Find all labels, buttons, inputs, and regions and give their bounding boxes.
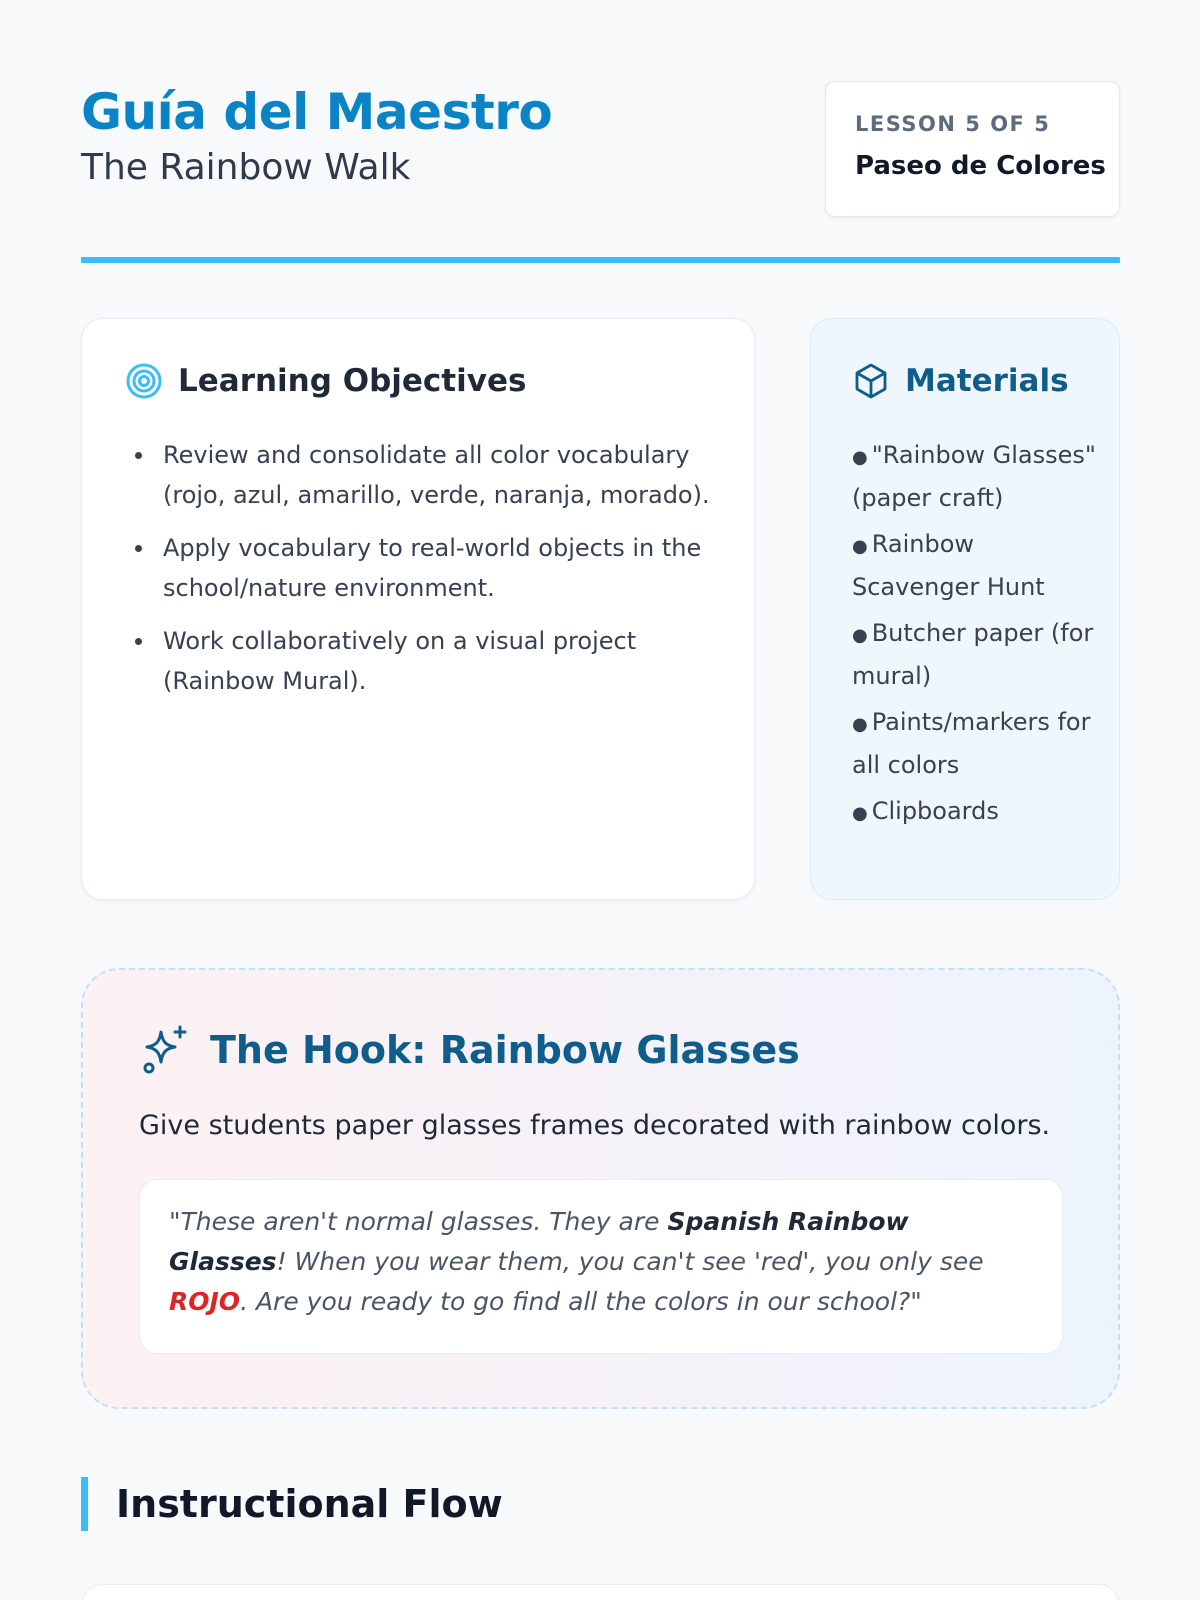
page-header [81, 80, 1120, 220]
lesson-name: Paseo de Colores [855, 151, 1106, 181]
materials-list [852, 435, 1104, 840]
lesson-number: LESSON 5 OF 5 [855, 112, 1051, 136]
flow-title: Instructional Flow [116, 1482, 503, 1526]
hook-header [139, 1024, 800, 1076]
box-icon [852, 362, 890, 400]
rojo-highlight: ROJO [169, 1287, 241, 1316]
objectives-list [133, 435, 723, 714]
material-item: ● Clipboards [852, 797, 999, 825]
target-icon [125, 362, 163, 400]
lesson-badge [825, 81, 1120, 217]
objective-item: Work collaboratively on a visual project (Rainbow Mural). [133, 621, 723, 701]
header-divider [81, 257, 1120, 263]
hook-card [81, 968, 1120, 1409]
objectives-title: Learning Objectives [178, 363, 527, 399]
material-item: ● "Rainbow Glasses" (paper craft) [852, 441, 1096, 512]
objectives-header [125, 361, 526, 401]
bullet-icon: ● [852, 714, 868, 735]
materials-card [810, 318, 1120, 900]
learning-objectives-card [81, 318, 755, 900]
material-item: ● Butcher paper (for mural) [852, 619, 1094, 690]
hook-description: Give students paper glasses frames decorated with rainbow colors. [139, 1110, 1051, 1141]
materials-title: Materials [905, 363, 1069, 399]
bullet-icon: ● [852, 536, 868, 557]
hook-title: The Hook: Rainbow Glasses [210, 1028, 800, 1072]
page-subtitle: The Rainbow Walk [81, 147, 411, 188]
materials-header [852, 361, 1069, 401]
bullet-icon: ● [852, 625, 868, 646]
instructional-flow-header [81, 1477, 503, 1531]
hook-quote: "These aren't normal glasses. They are Spanish Rainbow Glasses! When you wear them, you can't see 'red', you only see ROJO. Are you ready to go find all the colors in our school?" [139, 1179, 1063, 1354]
objective-item: Apply vocabulary to real-world objects in the school/nature environment. [133, 528, 723, 608]
material-item: ● Paints/markers for all colors [852, 708, 1091, 779]
bullet-icon: ● [852, 447, 868, 468]
material-item: ● Rainbow Scavenger Hunt [852, 530, 1045, 601]
quote-emphasis: Spanish Rainbow Glasses [169, 1207, 909, 1276]
sparkles-icon [139, 1024, 191, 1076]
bullet-icon: ● [852, 803, 868, 824]
page-title: Guía del Maestro [81, 83, 553, 141]
objective-item: Review and consolidate all color vocabulary (rojo, azul, amarillo, verde, naranja, morado). [133, 435, 723, 515]
instructional-flow-card [81, 1584, 1120, 1600]
